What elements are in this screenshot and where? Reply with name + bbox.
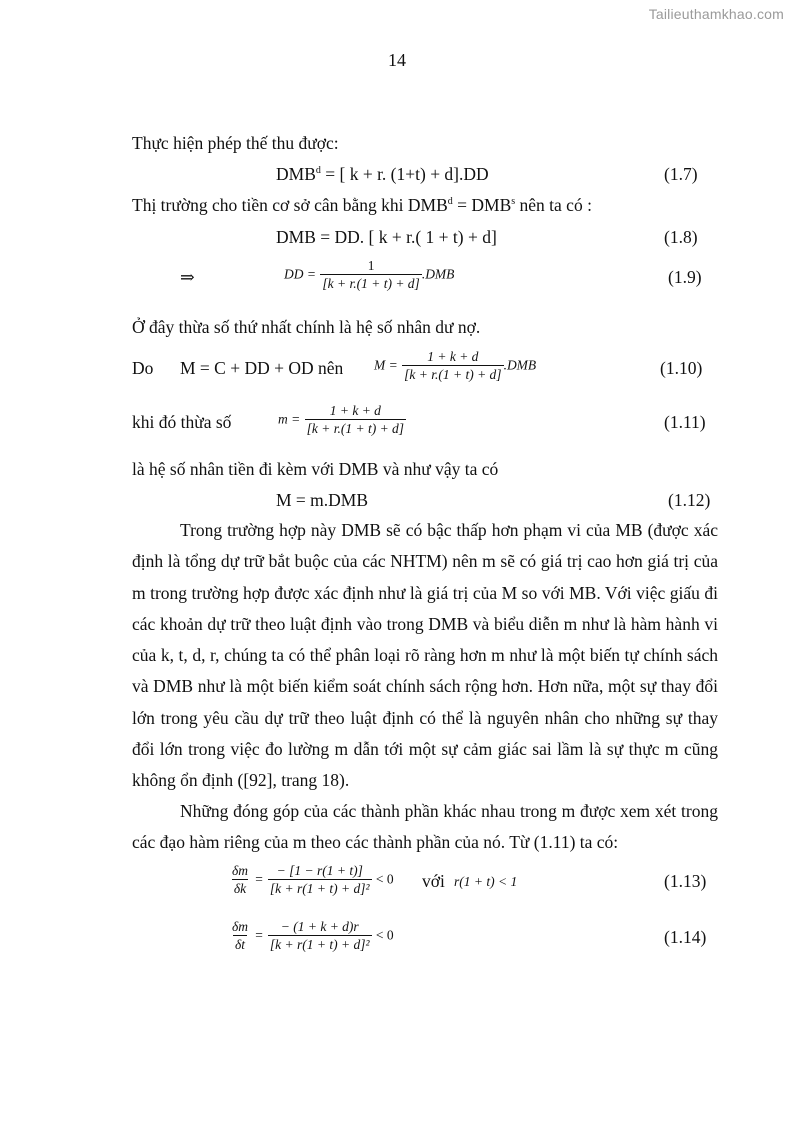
equation-1-8: DMB = DD. [ k + r.( 1 + t) + d] <box>276 227 497 247</box>
equation-number: (1.9) <box>668 267 702 287</box>
implies-arrow: ⇒ <box>180 267 195 287</box>
equation-1-10-text: M = C + DD + OD nên <box>180 358 344 378</box>
fraction: $\frac{1}{[k + r.(1 + t) + d]}$ <box>322 258 420 291</box>
text-line-1: Thực hiện phép thế thu được: <box>132 133 339 153</box>
partial-derivative: $\frac{\delta m}{\delta t}$ <box>232 919 249 952</box>
equation-1-7: $DMB^d$ = [ k + r. (1+t) + d].DD <box>276 164 489 184</box>
fraction: $\frac{1 + k + d}{[k + r.(1 + t) + d]}$ <box>306 403 405 436</box>
equation-number: (1.13) <box>664 871 707 891</box>
text-do: Do <box>132 358 154 378</box>
equation-number: (1.7) <box>664 164 698 184</box>
text-voi: với <box>422 871 445 891</box>
page-number: 14 <box>388 50 406 70</box>
equation-1-13: $\frac{\delta m}{\delta k}$ = $\frac{- [1 - r(1 + t)]}{\text{[k + r(1 + t) + d]²}}$ < 0 <box>232 863 394 896</box>
equation-1-11: m = $\frac{1 + k + d}{[k + r.(1 + t) + d]}$ <box>278 403 405 436</box>
fraction: $\frac{1 + k + d}{[k + r.(1 + t) + d]}$ <box>404 349 502 382</box>
fraction: $\frac{- [1 - r(1 + t)]}{\text{[k + r(1 + t) + d]²}}$ <box>269 863 370 896</box>
text-line-4: là hệ số nhân tiền đi kèm với DMB và như vậy ta có <box>132 459 499 479</box>
text-line-2: Thị trường cho tiền cơ sở cân bằng khi $DMB^d = DMB^s$ nên ta có : <box>132 195 592 215</box>
equation-1-10: M = $\frac{1 + k + d}{[k + r.(1 + t) + d]}$ .DMB <box>374 349 537 382</box>
equation-number: (1.12) <box>668 490 711 510</box>
paragraph-1: Trong trường hợp này DMB sẽ có bậc thấp hơn phạm vi của MB (được xác định là tổng dự trữ bắt buộc của các NHTM) nên m sẽ có giá trị cao hơn giá trị của m trong trường hợp được xác định như là giá trị của M so với MB. Với việc giấu đi các khoản dự trữ theo luật định vào trong DMB và biểu diễn m như là hàm hành vi của k, t, d, r, chúng ta có thể phân loại rõ ràng hơn m như là một biến tự chính sách và DMB như là một biến kiểm soát chính sách rộng hơn. Hơn nữa, một sự thay đổi lớn trong yêu cầu dự trữ theo luật định có thể là nguyên nhân cho những sự thay đổi lớn trong việc đo lường m dẫn tới một sự cảm giác sai lầm là sự thực m cũng không ổn định ([92], trang 18). <box>132 520 718 791</box>
partial-derivative: $\frac{\delta m}{\delta k}$ <box>232 863 249 896</box>
equation-1-14: $\frac{\delta m}{\delta t}$ = $\frac{- (1 + k + d)r}{\text{[k + r(1 + t) + d]²}}$ < 0 <box>232 919 394 952</box>
paragraph-2: Những đóng góp của các thành phần khác nhau trong m được xem xét trong các đạo hàm riêng của m theo các thành phần của nó. Từ (1.11) ta có: <box>132 801 718 853</box>
equation-1-12: M = m.DMB <box>276 490 369 510</box>
equation-1-9: DD = $\frac{1}{[k + r.(1 + t) + d]}$ .DMB <box>284 258 455 291</box>
fraction: $\frac{- (1 + k + d)r}{\text{[k + r(1 + t) + d]²}}$ <box>269 919 370 952</box>
equation-number: (1.8) <box>664 227 698 247</box>
text-line-3: Ở đây thừa số thứ nhất chính là hệ số nhân dư nợ. <box>132 317 481 337</box>
condition: r(1 + t) < 1 <box>454 874 518 889</box>
equation-number: (1.11) <box>664 412 706 432</box>
watermark: Tailieuthamkhao.com <box>648 6 784 22</box>
equation-number: (1.10) <box>660 358 703 378</box>
equation-number: (1.14) <box>664 927 707 947</box>
text-khi-do: khi đó thừa số <box>132 412 232 432</box>
